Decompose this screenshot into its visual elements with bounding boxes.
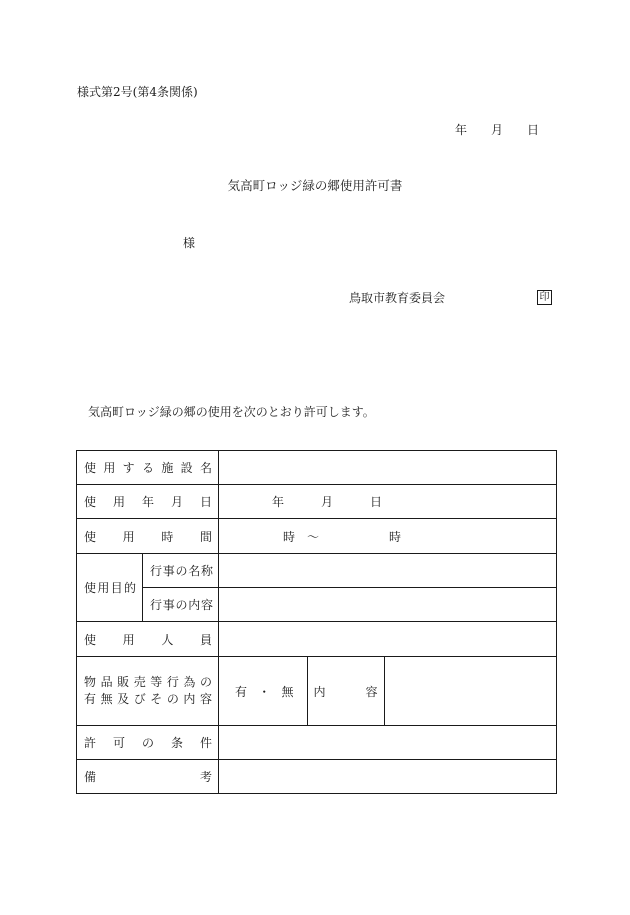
sales-inner-table — [219, 657, 557, 725]
sales-no: 無 — [281, 684, 294, 699]
event-name-value — [219, 554, 557, 588]
time-value — [219, 519, 557, 554]
event-name-label: 行事の名称 — [143, 554, 219, 588]
table-row — [77, 657, 557, 726]
table-row — [77, 485, 557, 519]
year-label: 年 — [272, 495, 285, 509]
users-label: 使用人員 — [77, 622, 219, 657]
date-day-label: 日 — [527, 123, 540, 137]
facility-label: 使用する施設名 — [77, 451, 219, 485]
day-label: 日 — [370, 495, 383, 509]
tilde-label: ～ — [307, 529, 320, 544]
sales-yes: 有 — [235, 684, 248, 699]
conditions-label: 許可の条件 — [77, 726, 219, 760]
sales-yes-no — [219, 657, 307, 725]
date-year-label: 年 — [455, 123, 468, 137]
table-row — [77, 588, 557, 622]
table-row — [77, 554, 557, 588]
remarks-value — [219, 760, 557, 794]
event-content-value — [219, 588, 557, 622]
table-row — [77, 760, 557, 794]
remarks-label: 備考 — [77, 760, 219, 794]
document-title: 気高町ロッジ緑の郷使用許可書 — [227, 178, 403, 193]
conditions-value — [219, 726, 557, 760]
sales-content-value — [384, 657, 557, 725]
permit-table — [76, 450, 557, 794]
sales-dot: ・ — [258, 684, 271, 699]
facility-value — [219, 451, 557, 485]
hour-label: 時 — [283, 529, 296, 544]
sales-label — [77, 657, 219, 726]
users-value — [219, 622, 557, 657]
time-label: 使用時間 — [77, 519, 219, 554]
issue-date — [455, 124, 539, 136]
sales-value — [219, 657, 557, 726]
event-content-label: 行事の内容 — [143, 588, 219, 622]
form-number: 様式第2号(第4条関係) — [77, 85, 198, 99]
table-row — [77, 519, 557, 554]
table-row — [77, 726, 557, 760]
table-row — [77, 451, 557, 485]
seal-mark: 印 — [537, 290, 552, 305]
hour-label-2: 時 — [389, 529, 402, 544]
date-month-label: 月 — [491, 123, 504, 137]
date-label: 使用年月日 — [77, 485, 219, 519]
permit-statement: 気高町ロッジ緑の郷の使用を次のとおり許可します。 — [88, 405, 375, 419]
addressee-suffix: 様 — [183, 236, 196, 250]
table-row — [77, 622, 557, 657]
sales-content-label: 内容 — [307, 657, 384, 725]
purpose-label: 使用目的 — [77, 554, 143, 622]
date-value — [219, 485, 557, 519]
month-label: 月 — [321, 495, 334, 509]
issuer-name: 鳥取市教育委員会 — [349, 291, 446, 305]
sales-label-line2: 有無及びその内容 — [84, 692, 213, 706]
sales-label-line1: 物品販売等行為の — [84, 675, 213, 689]
